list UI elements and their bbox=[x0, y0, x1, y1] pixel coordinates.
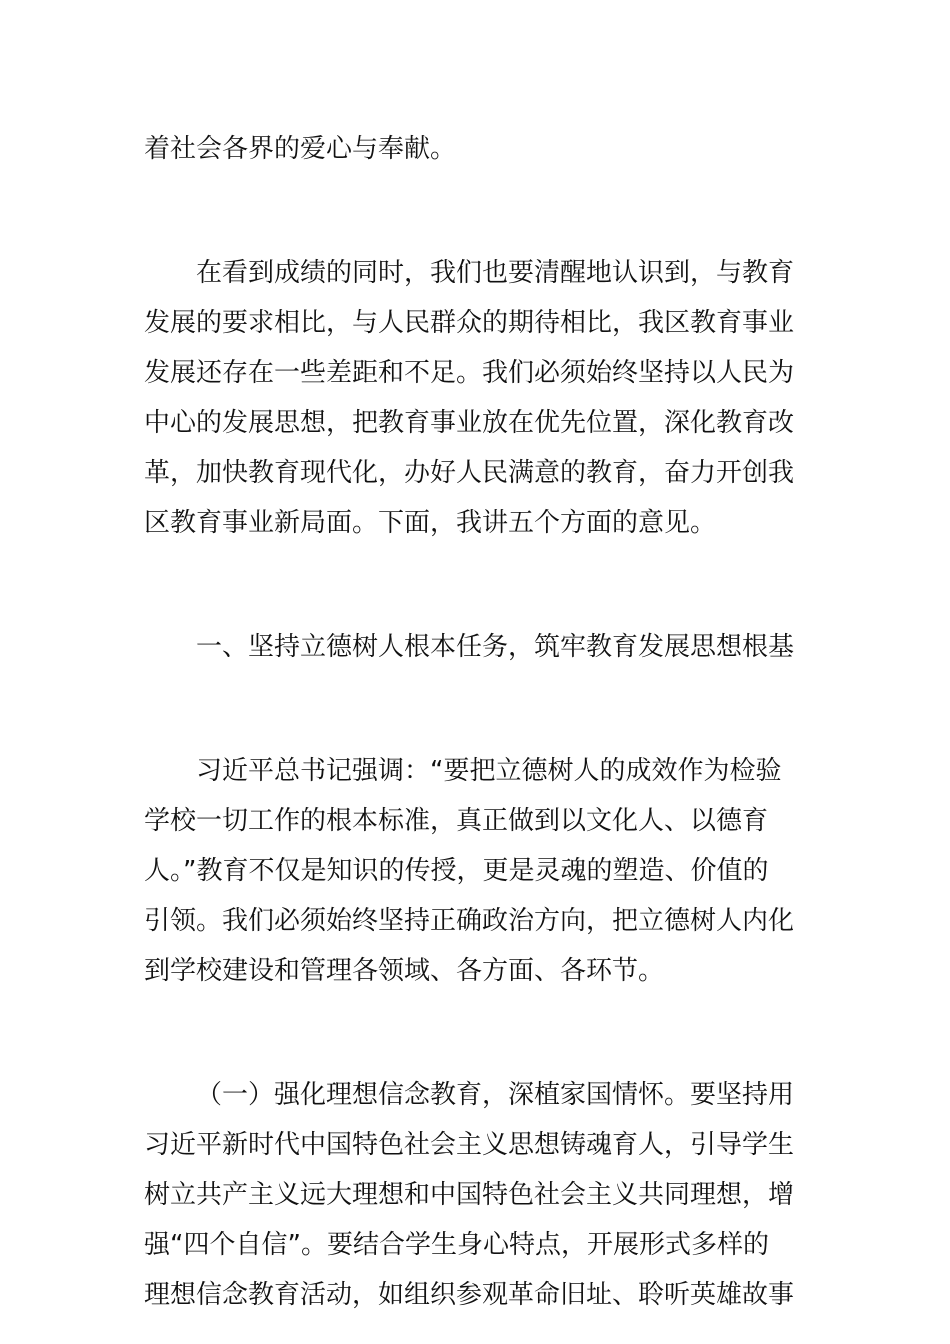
text-line: 区教育事业新局面。下面，我讲五个方面的意见。 bbox=[144, 508, 717, 538]
text-line: 人。”教育不仅是知识的传授，更是灵魂的塑造、价值的 bbox=[144, 856, 769, 886]
text-line: 强“四个自信”。要结合学生身心特点，开展形式多样的 bbox=[144, 1230, 769, 1260]
paragraph-quote bbox=[144, 746, 806, 996]
text-line: 学校一切工作的根本标准，真正做到以文化人、以德育 bbox=[144, 806, 769, 836]
paragraph-gap bbox=[144, 174, 806, 248]
paragraph-gap bbox=[144, 548, 806, 622]
text-line: 习近平总书记强调：“要把立德树人的成效作为检验 bbox=[196, 756, 782, 786]
paragraph-subsection-1 bbox=[144, 1070, 806, 1320]
heading-line: 一、坚持立德树人根本任务，筑牢教育发展思想根基 bbox=[196, 632, 795, 662]
text-line: 树立共产主义远大理想和中国特色社会主义共同理想，增 bbox=[144, 1180, 795, 1210]
text-line: 在看到成绩的同时，我们也要清醒地认识到，与教育 bbox=[196, 258, 795, 288]
text-line: 革，加快教育现代化，办好人民满意的教育，奋力开创我 bbox=[144, 458, 795, 488]
text-line: 引领。我们必须始终坚持正确政治方向，把立德树人内化 bbox=[144, 906, 795, 936]
text-line: 到学校建设和管理各领域、各方面、各环节。 bbox=[144, 956, 665, 986]
paragraph-gap bbox=[144, 672, 806, 746]
text-line: 发展还存在一些差距和不足。我们必须始终坚持以人民为 bbox=[144, 358, 795, 388]
document-body bbox=[144, 124, 806, 1320]
paragraph-closing-fragment bbox=[144, 124, 806, 174]
paragraph-gap bbox=[144, 996, 806, 1070]
text-line: 理想信念教育活动，如组织参观革命旧址、聆听英雄故事 bbox=[144, 1280, 795, 1310]
text-line: 中心的发展思想，把教育事业放在优先位置，深化教育改 bbox=[144, 408, 795, 438]
paragraph-achievements-gaps bbox=[144, 248, 806, 548]
text-line: （一）强化理想信念教育，深植家国情怀。要坚持用 bbox=[196, 1080, 795, 1110]
text-line: 习近平新时代中国特色社会主义思想铸魂育人，引导学生 bbox=[144, 1130, 795, 1160]
text-line: 着社会各界的爱心与奉献。 bbox=[144, 134, 457, 164]
section-heading bbox=[144, 622, 806, 672]
text-line: 发展的要求相比，与人民群众的期待相比，我区教育事业 bbox=[144, 308, 795, 338]
